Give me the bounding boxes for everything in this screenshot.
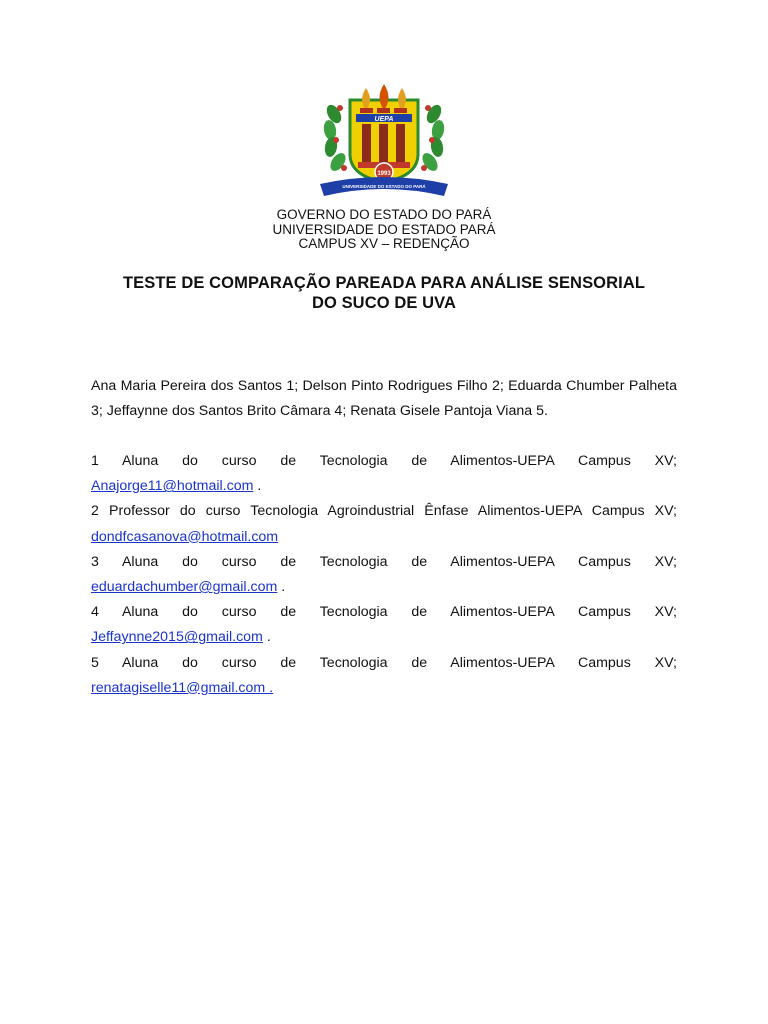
affiliation-item <box>91 499 677 549</box>
campus-line: CAMPUS XV – REDENÇÃO <box>298 236 470 251</box>
affiliation-list <box>91 449 677 701</box>
crest-year-text: 1993 <box>377 171 391 177</box>
torches-icon <box>360 84 407 164</box>
author-list: Ana Maria Pereira dos Santos 1; Delson Pinto Rodrigues Filho 2; Eduarda Chumber Palheta 3; Jeffaynne dos Santos Brito Câmara 4; Renata Gisele Pantoja Viana 5. <box>91 378 677 419</box>
affiliation-text: 4 Aluna do curso de Tecnologia de Alimentos-UEPA Campus XV; <box>91 604 677 621</box>
affiliation-suffix: . <box>277 579 286 596</box>
affiliation-suffix: . <box>253 478 262 495</box>
affiliation-text: 2 Professor do curso Tecnologia Agroindustrial Ênfase Alimentos-UEPA Campus XV; <box>91 503 677 520</box>
affiliation-item <box>91 550 677 600</box>
affiliation-text: 1 Aluna do curso de Tecnologia de Alimentos-UEPA Campus XV; <box>91 453 677 469</box>
university-line: UNIVERSIDADE DO ESTADO PARÁ <box>272 221 496 237</box>
affiliation-item <box>91 600 677 650</box>
title-line-2: DO SUCO DE UVA <box>311 294 457 312</box>
affiliation-item <box>91 449 677 499</box>
government-line: GOVERNO DO ESTADO DO PARÁ <box>276 207 492 222</box>
crest-ribbon-text: UNIVERSIDADE DO ESTADO DO PARÁ <box>342 184 426 189</box>
document-title <box>60 273 708 313</box>
crest-banner-text: UEPA <box>374 116 394 123</box>
email-link[interactable]: dondfcasanova@hotmail.com <box>91 528 279 545</box>
laurel-right-icon <box>419 102 445 173</box>
affiliation-suffix: . <box>262 629 271 646</box>
laurel-left-icon <box>322 102 348 173</box>
affiliation-text: 5 Aluna do curso de Tecnologia de Alimentos-UEPA Campus XV; <box>91 654 677 671</box>
title-line-1: TESTE DE COMPARAÇÃO PAREADA PARA ANÁLISE SENSORIAL <box>122 274 646 292</box>
university-crest-logo <box>318 84 450 200</box>
institution-header <box>0 208 768 252</box>
email-link[interactable]: eduardachumber@gmail.com <box>91 579 278 596</box>
affiliation-text: 3 Aluna do curso de Tecnologia de Alimentos-UEPA Campus XV; <box>91 553 677 570</box>
affiliation-item <box>91 651 677 701</box>
email-link[interactable]: Jeffaynne2015@gmail.com <box>91 629 263 646</box>
email-link[interactable]: renatagiselle11@gmail.com . <box>91 679 274 696</box>
email-link[interactable]: Anajorge11@hotmail.com <box>91 478 254 495</box>
